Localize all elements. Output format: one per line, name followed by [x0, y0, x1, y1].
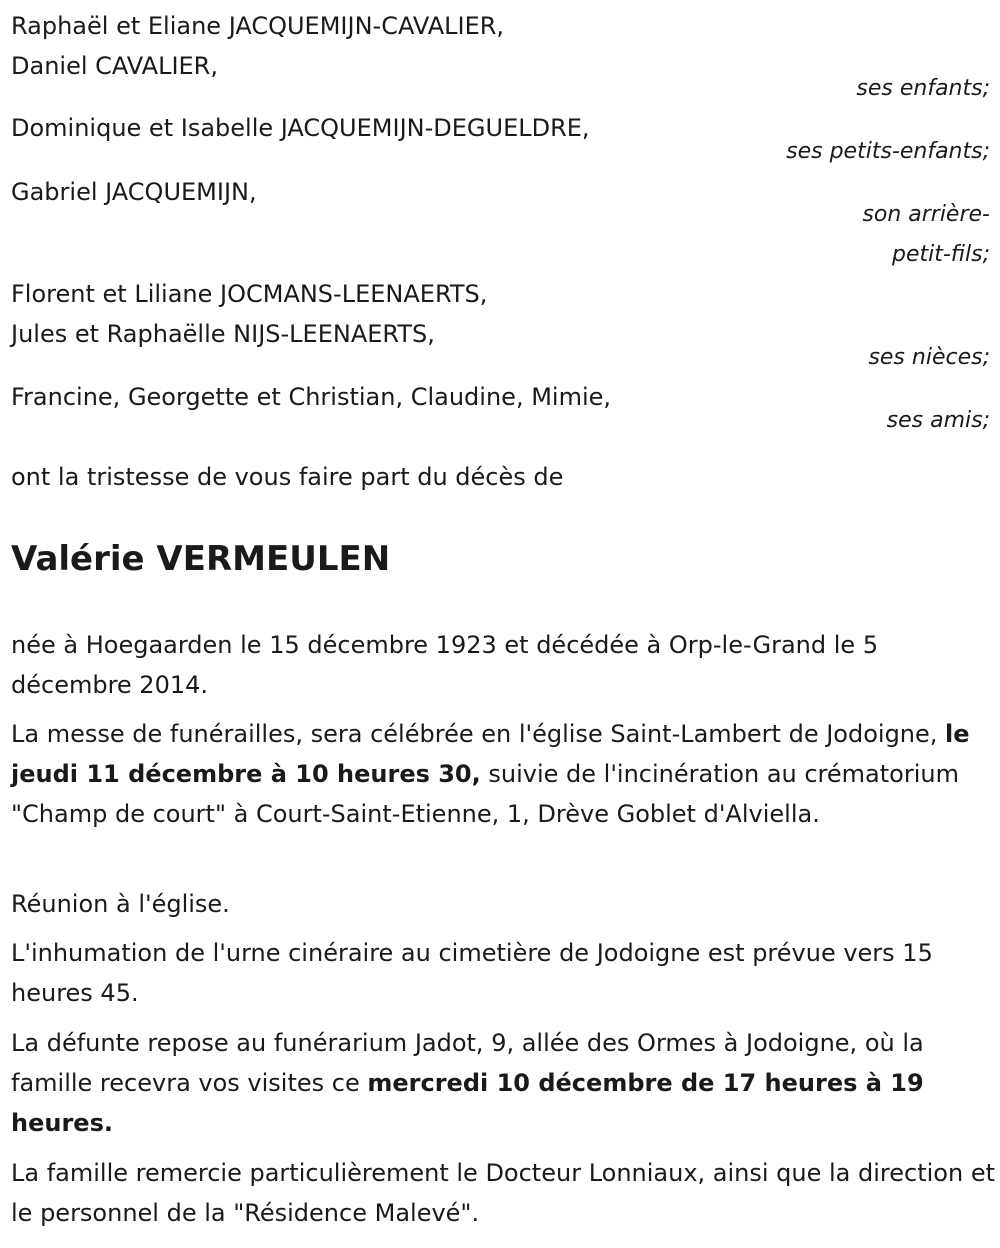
family-line-great-grandchildren-1: Gabriel JACQUEMIJN, [11, 178, 257, 206]
family-line-children-2: Daniel CAVALIER, [11, 52, 218, 80]
family-line-nieces-1: Florent et Liliane JOCMANS-LEENAERTS, [11, 280, 488, 308]
family-line-friends-1: Francine, Georgette et Christian, Claudine, Mimie, [11, 383, 612, 411]
paragraph-mass [11, 714, 996, 834]
role-great-grandchildren-2: petit-fils; [891, 242, 990, 267]
mass-date-time: le jeudi 11 décembre à 10 heures 30, [11, 720, 970, 788]
role-great-grandchildren-1: son arrière- [862, 202, 990, 227]
announcement-text: ont la tristesse de vous faire part du décès de [11, 463, 564, 491]
role-grandchildren: ses petits-enfants; [786, 139, 990, 164]
viewing-date-time: mercredi 10 décembre de 17 heures à 19 heures. [11, 1069, 924, 1137]
family-line-grandchildren-1: Dominique et Isabelle JACQUEMIJN-DEGUELDRE, [11, 114, 590, 142]
family-line-nieces-2: Jules et Raphaëlle NIJS-LEENAERTS, [11, 320, 435, 348]
paragraph-burial: L'inhumation de l'urne cinéraire au cimetière de Jodoigne est prévue vers 15 heures 45. [11, 939, 933, 1007]
family-line-children-1: Raphaël et Eliane JACQUEMIJN-CAVALIER, [11, 12, 505, 40]
paragraph-birth-death: née à Hoegaarden le 15 décembre 1923 et décédée à Orp-le-Grand le 5 décembre 2014. [11, 631, 879, 699]
paragraph-thanks: La famille remercie particulièrement le Docteur Lonniaux, ainsi que la direction et le personnel de la "Résidence Malevé". [11, 1159, 995, 1227]
paragraph-viewing [11, 1023, 996, 1143]
deceased-name: Valérie VERMEULEN [11, 539, 391, 579]
mass-text-end: suivie de l'incinération au crématorium "Champ de court" à Court-Saint-Etienne, 1, Drève Goblet d'Alviella. [11, 760, 959, 828]
role-children: ses enfants; [856, 76, 990, 101]
role-friends: ses amis; [886, 408, 990, 433]
paragraph-reunion: Réunion à l'église. [11, 890, 230, 918]
mass-text-start: La messe de funérailles, sera célébrée en l'église Saint-Lambert de Jodoigne, [11, 720, 946, 748]
viewing-text-start: La défunte repose au funérarium Jadot, 9, allée des Ormes à Jodoigne, où la famille recevra vos visites ce [11, 1029, 924, 1097]
role-nieces: ses nièces; [868, 345, 990, 370]
